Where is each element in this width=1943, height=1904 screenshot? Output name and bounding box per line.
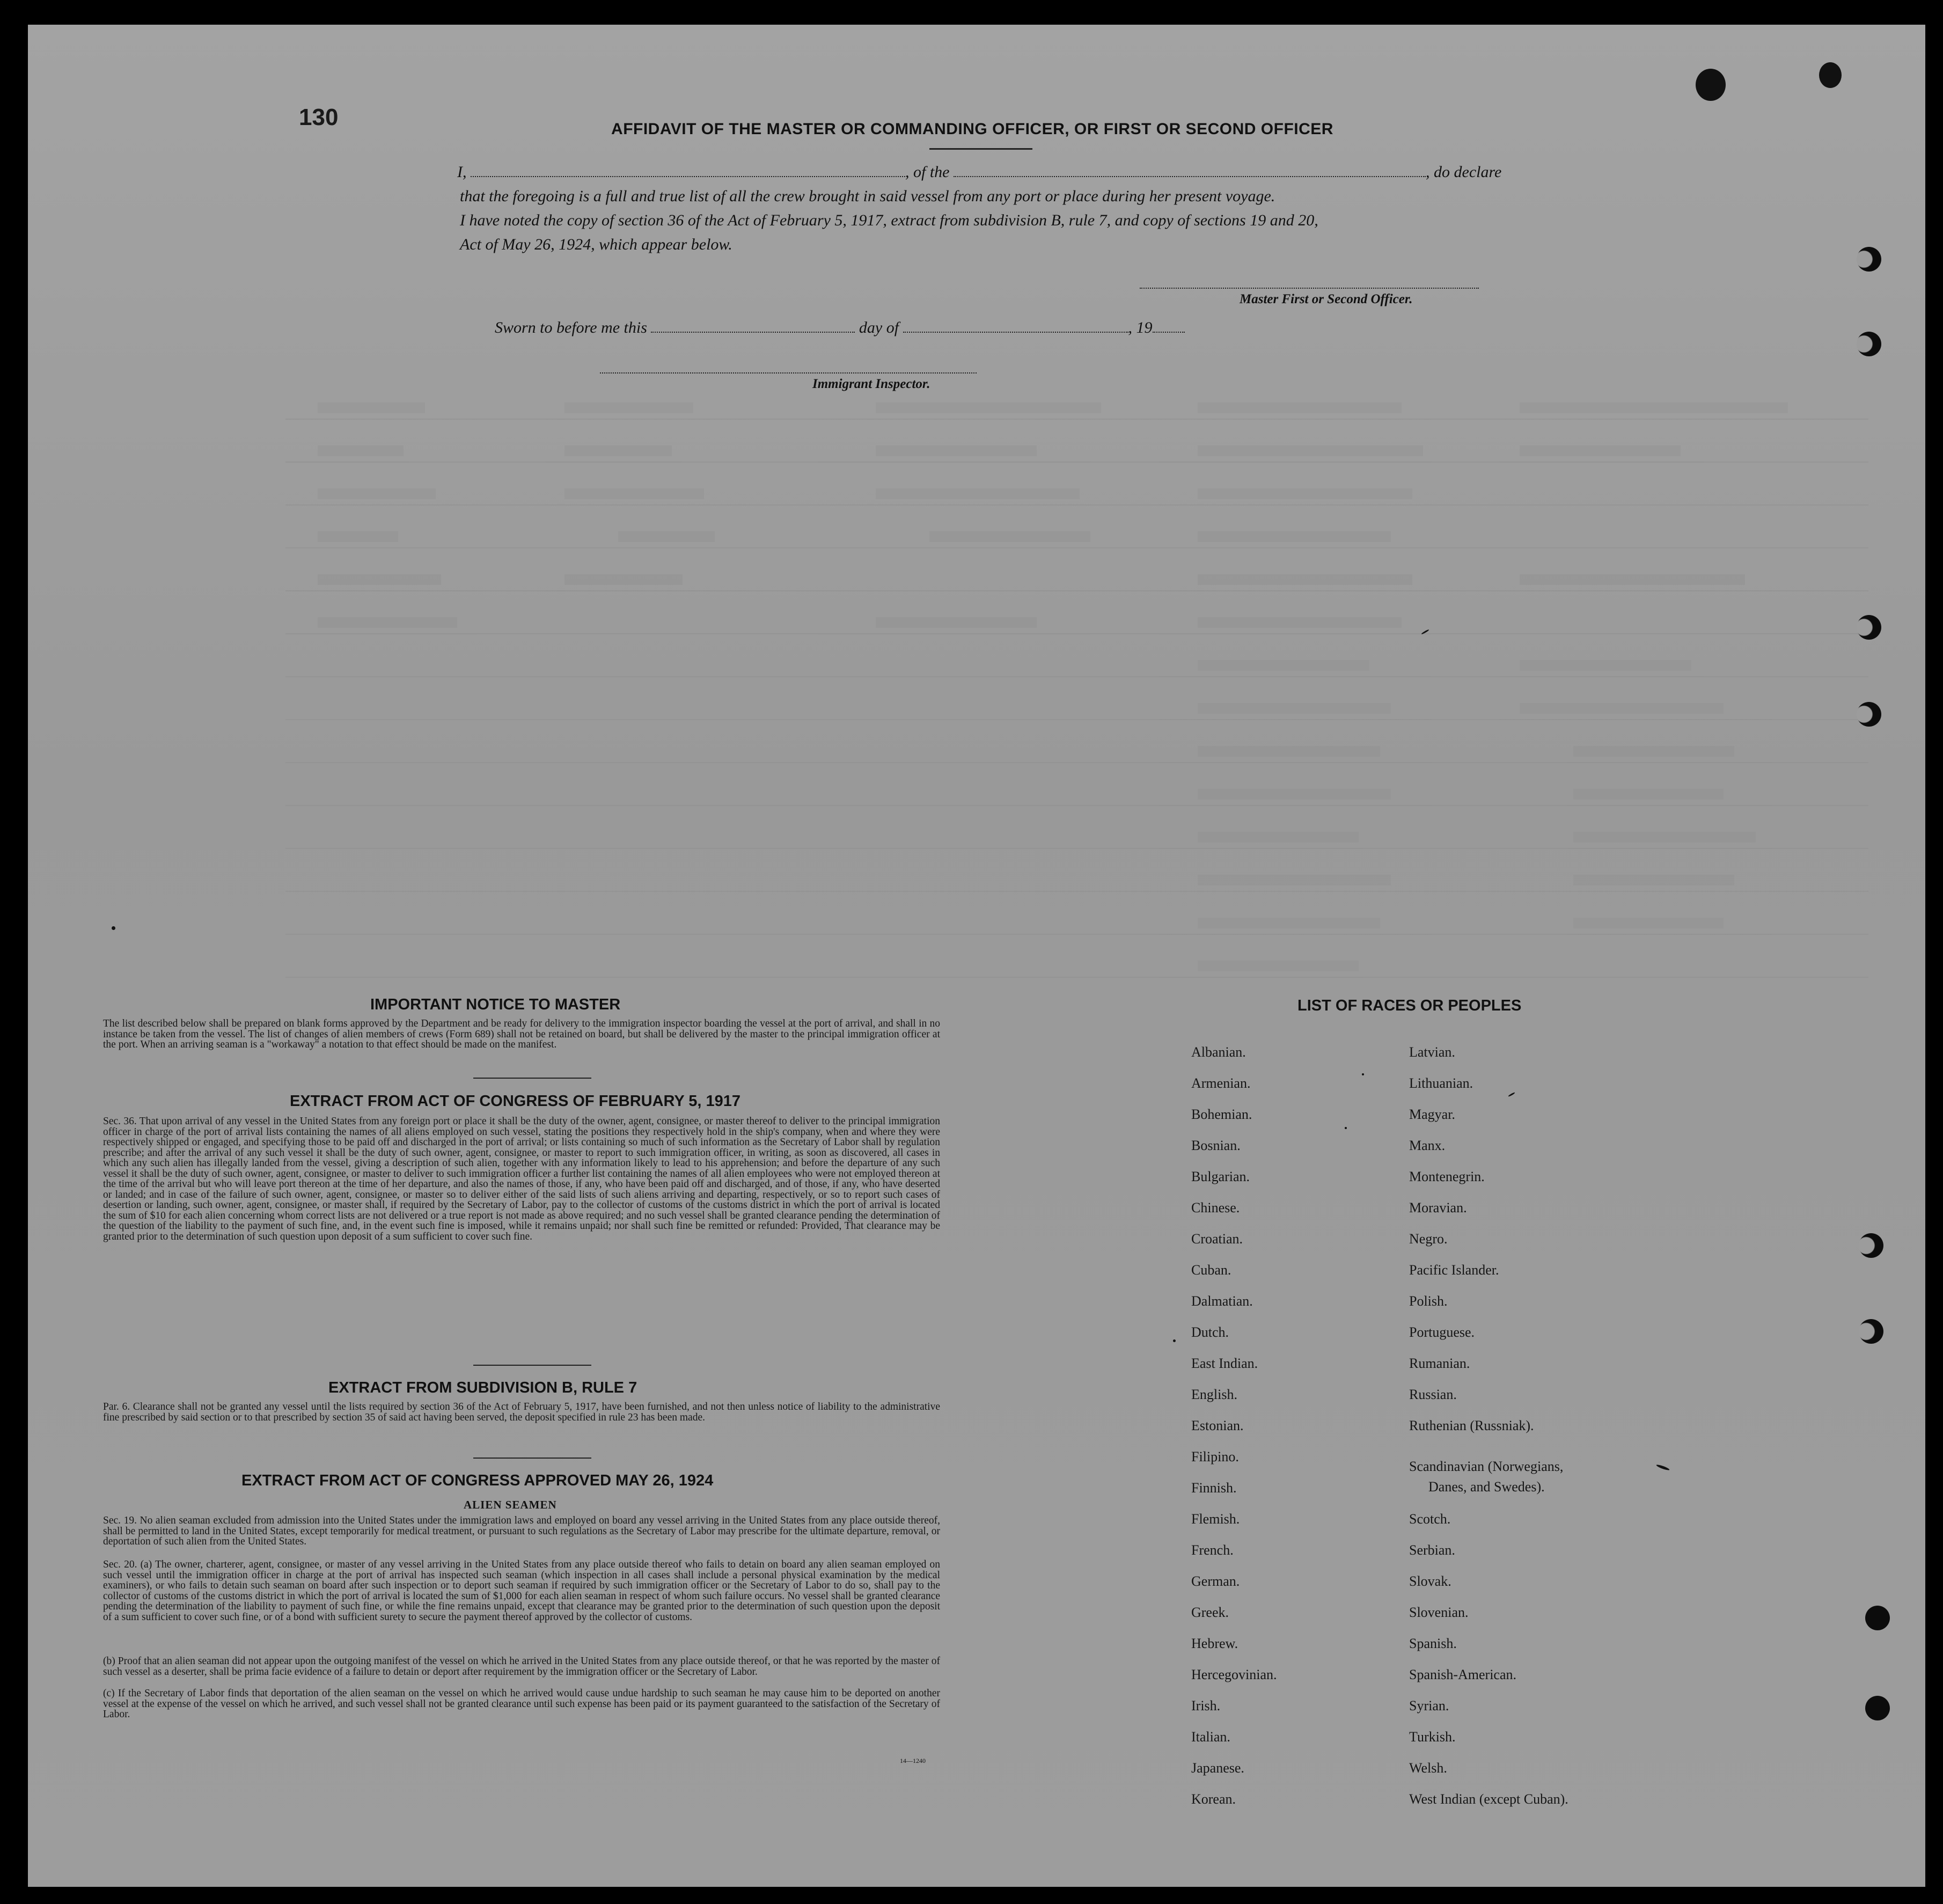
extract-1917-heading: EXTRACT FROM ACT OF CONGRESS OF FEBRUARY 5, 1917 [290, 1093, 741, 1110]
alien-seamen-subheading: ALIEN SEAMEN [464, 1498, 557, 1511]
race-item: Armenian. [1191, 1075, 1251, 1091]
binder-hole-icon [1857, 332, 1881, 356]
race-item: Spanish-American. [1409, 1667, 1517, 1682]
notice-text: The list described below shall be prepared on blank forms approved by the Department and be ready for delivery to the immigration inspector boarding the vessel at the port of arrival, and shall in no instance be taken from the vessel. The list of changes of alien members of crews (Form 689) shall not be retained on board, but shall be delivered by the master to the principal immigration officer at the port. When an arriving seaman is a "workaway" a notation to that effect should be made on the manifest. [103, 1018, 940, 1050]
corner-hole-icon [1696, 69, 1726, 101]
master-signature-line[interactable] [1140, 288, 1479, 289]
master-signature-label: Master First or Second Officer. [1240, 292, 1413, 306]
binder-hole-icon [1865, 1606, 1890, 1630]
form-number: 14—1240 [900, 1757, 926, 1764]
race-item: Albanian. [1191, 1044, 1246, 1060]
race-item: Estonian. [1191, 1418, 1244, 1433]
race-item: Flemish. [1191, 1511, 1240, 1527]
race-item: Montenegrin. [1409, 1169, 1485, 1184]
race-item: Bulgarian. [1191, 1169, 1250, 1184]
binder-hole-icon [1865, 1696, 1890, 1720]
sworn-text: Sworn to before me this [495, 319, 647, 336]
extract-rule7-text: Par. 6. Clearance shall not be granted any vessel until the lists required by section 36 of the Act of February 5, 1917, have been furnished, and not then unless notice of liability to the administrative fine prescribed by said section or to that prescribed by section 35 of said act having been served, the deposit specified in rule 23 has been made. [103, 1401, 940, 1423]
race-item: Japanese. [1191, 1760, 1244, 1776]
binder-hole-icon [1857, 247, 1881, 272]
binder-hole-icon [1859, 1319, 1883, 1344]
ink-speck [1508, 1092, 1515, 1097]
race-item: Negro. [1409, 1231, 1448, 1247]
ink-speck [1656, 1464, 1670, 1471]
race-item: Spanish. [1409, 1636, 1457, 1651]
race-item: Chinese. [1191, 1200, 1240, 1215]
corner-hole-icon [1819, 62, 1842, 88]
sec-19-text: Sec. 19. No alien seaman excluded from admission into the United States under the immigration laws and employed on board any vessel arriving in the United States from any place outside thereof, shall be permitted to land in the United States, except temporarily for medical treatment, or pursuant to such regulations as the Secretary of Labor may prescribe for the ultimate departure, removal, or deportation of such alien from the United States. [103, 1515, 940, 1547]
sworn-year-prefix: , 19 [1128, 319, 1153, 336]
race-item: Croatian. [1191, 1231, 1243, 1247]
name-field[interactable] [471, 166, 905, 177]
affidavit-line-3: I have noted the copy of section 36 of the Act of February 5, 1917, extract from subdivision B, rule 7, and copy of sections 19 and 20, [460, 211, 1318, 229]
bleed-through-heading [404, 57, 411, 88]
race-item: Russian. [1409, 1387, 1457, 1402]
race-item: Turkish. [1409, 1729, 1456, 1745]
race-item: German. [1191, 1573, 1240, 1589]
sworn-line [495, 319, 1185, 337]
binder-hole-icon [1857, 702, 1881, 727]
race-item: English. [1191, 1387, 1237, 1402]
page-number: 130 [299, 104, 339, 130]
extract-1917-text: Sec. 36. That upon arrival of any vessel in the United States from any foreign port or place it shall be the duty of the owner, agent, consignee, or master thereof to deliver to the principal immigration officer in charge of the port of arrival lists containing the names of all aliens employed on such vessel, stating the positions they respectively hold in the ship's company, when and where they were respectively shipped or engaged, and specifying those to be paid off and discharged in the port of arrival; or lists containing so much of such information as the Secretary of Labor shall by regulation prescribe; and after the arrival of any such vessel it shall be the duty of such owner, agent, consignee, or master to report to such immigration officer, in writing, as soon as discovered, all cases in which any such alien has illegally landed from the vessel, giving a description of such alien, together with any information likely to lead to his apprehension; and before the departure of any such vessel it shall be the duty of such owner, agent, consignee, or master to deliver to such immigration officer a further list containing the names of all alien employees who were not employed thereon at the time of the arrival but who will leave port thereon at the time of her departure, and also the names of those, if any, who have been paid off and discharged, and of those, if any, who have deserted or landed; and in case of the failure of such owner, agent, consignee, or master so to deliver either of the said lists of such aliens arriving and departing, respectively, or so to report such cases of desertion or landing, such owner, agent, consignee, or master shall, if required by the Secretary of Labor, pay to the collector of customs of the customs district in which the port of arrival is located the sum of $10 for each alien concerning whom correct lists are not delivered or a true report is not made as above required; and no such vessel shall be granted clearance pending the determination of the question of the liability to the payment of such fine, and, in the event such fine is imposed, while it remains unpaid; nor shall such fine be remitted or refunded: Provided, That clearance may be granted prior to the determination of such question upon deposit of a sum sufficient to cover such fine. [103, 1116, 940, 1242]
extract-rule7-heading: EXTRACT FROM SUBDIVISION B, RULE 7 [328, 1379, 637, 1396]
race-item: Polish. [1409, 1293, 1448, 1309]
race-item: Magyar. [1409, 1107, 1455, 1122]
race-item: Danes, and Swedes). [1428, 1479, 1545, 1495]
race-item: Bosnian. [1191, 1138, 1241, 1153]
sec-20b-text: (b) Proof that an alien seaman did not appear upon the outgoing manifest of the vessel on which he arrived in the United States from any place outside thereof, or that he was reported by the master of such vessel as a deserter, shall be prima facie evidence of a failure to detain or deport after requirement by the immigration officer or the Secretary of Labor. [103, 1656, 940, 1678]
sworn-day-of: day of [859, 319, 899, 336]
sworn-month-field[interactable] [903, 322, 1128, 333]
divider-3 [473, 1458, 591, 1459]
affidavit-of-the: , of the [905, 163, 950, 181]
race-item: Bohemian. [1191, 1107, 1252, 1122]
race-item: Moravian. [1409, 1200, 1467, 1215]
race-item: East Indian. [1191, 1356, 1258, 1371]
divider-1 [473, 1078, 591, 1079]
race-item: Scotch. [1409, 1511, 1451, 1527]
sec-20c-text: (c) If the Secretary of Labor finds that deportation of the alien seaman on the vessel on which he arrived would cause undue hardship to such seaman he may cause him to be deported on another vessel at the expense of the vessel on which he arrived, and such vessel shall not be granted clearance until such expense has been paid or its payment guaranteed to the satisfaction of the Secretary of Labor. [103, 1688, 940, 1720]
race-item: Portuguese. [1409, 1324, 1475, 1340]
divider-2 [473, 1365, 591, 1366]
affidavit-line-4: Act of May 26, 1924, which appear below. [460, 236, 732, 253]
races-title: LIST OF RACES OR PEOPLES [1297, 997, 1522, 1014]
affidavit-line-2: that the foregoing is a full and true list of all the crew brought in said vessel from any port or place during her present voyage. [460, 187, 1275, 205]
affidavit-title: AFFIDAVIT OF THE MASTER OR COMMANDING OFFICER, OR FIRST OR SECOND OFFICER [611, 120, 1333, 138]
race-item: Ruthenian (Russniak). [1409, 1418, 1534, 1433]
ink-speck [112, 926, 115, 930]
race-item: Cuban. [1191, 1262, 1231, 1278]
race-item: Latvian. [1409, 1044, 1455, 1060]
race-item: Hercegovinian. [1191, 1667, 1277, 1682]
race-item: French. [1191, 1542, 1234, 1558]
binder-hole-icon [1857, 615, 1881, 640]
race-item: Slovak. [1409, 1573, 1451, 1589]
race-item: Greek. [1191, 1605, 1229, 1620]
ink-speck [1173, 1339, 1176, 1342]
race-item: Pacific Islander. [1409, 1262, 1499, 1278]
ink-speck [1362, 1073, 1364, 1075]
race-item: Slovenian. [1409, 1605, 1469, 1620]
sec-20a-text: Sec. 20. (a) The owner, charterer, agent, consignee, or master of any vessel arriving in the United States from any place outside thereof who fails to detain on board any alien seaman employed on such vessel until the immigration officer in charge at the port of arrival has inspected such seaman (which inspection in all cases shall include a personal physical examination by the medical examiners), or who fails to detain such seaman on board after such inspection or to deport such seaman if required by such immigration officer or the Secretary of Labor to do so, shall pay to the collector of customs of the customs district in which the port of arrival is located the sum of $1,000 for each alien seaman in respect of whom such failure occurs. No vessel shall be granted clearance pending the determination of the liability to payment of such fine, or while the fine remains unpaid, except that clearance may be granted prior to the determination of such question upon the deposit of a sum sufficient to cover such fine, or of a bond with sufficient surety to secure the payment thereof approved by the collector of customs. [103, 1559, 940, 1623]
race-item: Manx. [1409, 1138, 1446, 1153]
ink-speck [1345, 1127, 1347, 1129]
extract-1924-heading: EXTRACT FROM ACT OF CONGRESS APPROVED MAY 26, 1924 [241, 1472, 714, 1489]
race-item: Serbian. [1409, 1542, 1455, 1558]
race-item: Syrian. [1409, 1698, 1449, 1713]
notice-heading: IMPORTANT NOTICE TO MASTER [370, 996, 621, 1013]
sworn-day-field[interactable] [651, 322, 855, 333]
race-item: Welsh. [1409, 1760, 1447, 1776]
race-item: Finnish. [1191, 1480, 1237, 1496]
race-item: Irish. [1191, 1698, 1221, 1713]
race-item: Korean. [1191, 1791, 1236, 1807]
race-item: Dutch. [1191, 1324, 1229, 1340]
affidavit-i: I, [457, 163, 467, 181]
race-item: West Indian (except Cuban). [1409, 1791, 1568, 1807]
race-item: Lithuanian. [1409, 1075, 1473, 1091]
race-item: Filipino. [1191, 1449, 1239, 1464]
race-item: Hebrew. [1191, 1636, 1238, 1651]
affidavit-do-declare: , do declare [1426, 163, 1502, 181]
sworn-year-field[interactable] [1153, 322, 1185, 333]
vessel-field[interactable] [954, 166, 1426, 177]
affidavit-declaration-line [457, 163, 1501, 181]
race-item: Scandinavian (Norwegians, [1409, 1459, 1564, 1474]
inspector-label: Immigrant Inspector. [812, 377, 930, 391]
title-divider [929, 148, 1032, 150]
inspector-signature-line[interactable] [600, 372, 977, 374]
document-page [28, 25, 1925, 1887]
binder-hole-icon [1859, 1233, 1883, 1258]
race-item: Rumanian. [1409, 1356, 1470, 1371]
race-item: Dalmatian. [1191, 1293, 1253, 1309]
race-item: Italian. [1191, 1729, 1230, 1745]
